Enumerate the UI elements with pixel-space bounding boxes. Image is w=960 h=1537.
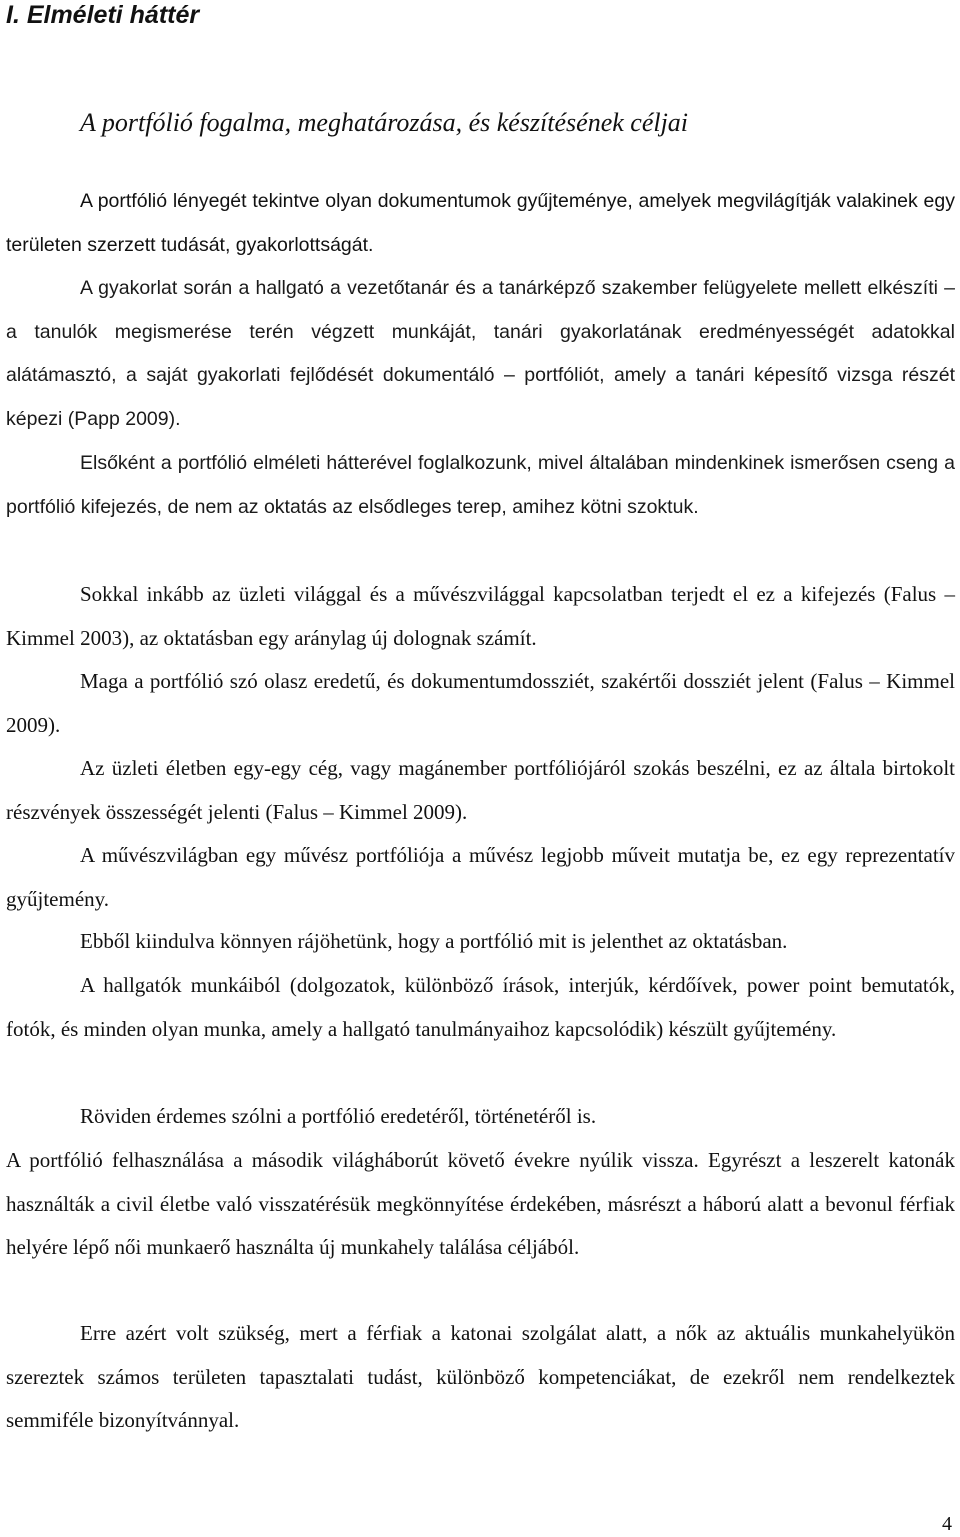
paragraph-business-art: Sokkal inkább az üzleti világgal és a művészvilággal kapcsolatban terjedt el ez a kifejezés (Falus – Kimmel 2003), az oktatásban egy aránylag új dolognak számít. <box>6 582 955 650</box>
paragraph-history-intro: Röviden érdemes szólni a portfólió eredetéről, történetéről is. <box>80 1104 597 1128</box>
section-title: A portfólió fogalma, meghatározása, és készítésének céljai <box>80 108 689 137</box>
paragraph-theory-intro: Elsőként a portfólió elméleti hátterével foglalkozunk, mivel általában mindenkinek ismerősen cseng a portfólió kifejezés, de nem az oktatás az elsődleges terep, amihez kötni szoktuk. <box>6 452 955 518</box>
paragraph-history: A portfólió felhasználása a második világháborút követő évekre nyúlik vissza. Egyrészt a leszerelt katonák használták a civil életbe való visszatérésük megkönnyítése érdekében, másrészt a háború alatt a bevonul férfiak helyére lépő női munkaerő használta új munkahely találása céljából. <box>6 1148 955 1259</box>
chapter-title: I. Elméleti háttér <box>6 1 200 29</box>
paragraph-reason: Erre azért volt szükség, mert a férfiak a katonai szolgálat alatt, a nők az aktuális munkahelyükön szereztek számos területen tapasztalati tudást, különböző kompetenciákat, de ezekről nem rendelkeztek semmiféle bizonyítvánnyal. <box>6 1321 955 1432</box>
paragraph-student-works: A hallgatók munkáiból (dolgozatok, különböző írások, interjúk, kérdőívek, power point bemutatók, fotók, és minden olyan munka, amely a hallgató tanulmányaihoz kapcsolódik) készült gyűjtemény. <box>6 973 955 1041</box>
paragraph-definition: A portfólió lényegét tekintve olyan dokumentumok gyűjteménye, amelyek megvilágítják valakinek egy területen szerzett tudását, gyakorlottságát. <box>6 190 955 256</box>
paragraph-word-origin: Maga a portfólió szó olasz eredetű, és dokumentumdossziét, szakértői dossziét jelent (Falus – Kimmel 2009). <box>6 669 955 737</box>
paragraph-business-life: Az üzleti életben egy-egy cég, vagy magánember portfóliójáról szokás beszélni, ez az általa birtokolt részvények összességét jelenti (Falus – Kimmel 2009). <box>6 756 955 824</box>
paragraph-education: Ebből kiindulva könnyen rájöhetünk, hogy a portfólió mit is jelenthet az oktatásban. <box>80 929 788 953</box>
paragraph-art-world: A művészvilágban egy művész portfóliója a művész legjobb műveit mutatja be, ez egy reprezentatív gyűjtemény. <box>6 843 955 911</box>
page-number: 4 <box>942 1513 952 1535</box>
paragraph-practice: A gyakorlat során a hallgató a vezetőtanár és a tanárképző szakember felügyelete mellett elkészíti – a tanulók megismerése terén végzett munkáját, tanári gyakorlatának eredményességét adatokkal alátámasztó, a saját gyakorlati fejlődését dokumentáló – portfóliót, amely a tanári képesítő vizsga részét képezi (Papp 2009). <box>6 277 955 430</box>
